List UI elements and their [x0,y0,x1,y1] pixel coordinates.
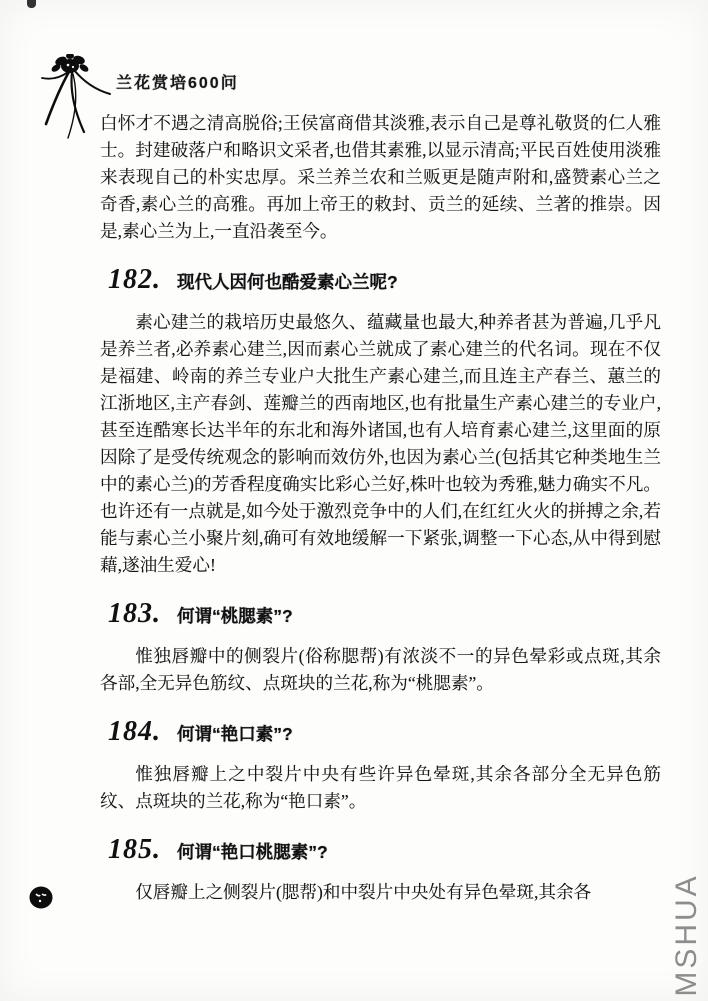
question-title: 何谓“艳口素”? [177,724,293,744]
qa-section-185 [100,834,661,906]
question-number: 183. [108,598,161,629]
question-heading-185 [108,834,661,866]
qa-section-184 [100,716,661,815]
watermark-text: MSHUA [670,873,703,997]
question-title: 何谓“桃腮素”? [177,606,293,626]
question-number: 185. [108,834,161,865]
question-number: 184. [108,716,161,747]
answer-paragraph: 惟独唇瓣上之中裂片中央有些许异色晕斑,其余各部分全无异色筋纹、点斑块的兰花,称为“艳口素”。 [100,764,661,811]
qa-section-182 [100,264,661,579]
qa-section-183 [100,598,661,697]
scan-artifact [27,0,36,8]
question-title: 何谓“艳口桃腮素”? [177,842,328,862]
question-heading-183 [108,598,661,630]
answer-paragraph: 仅唇瓣上之侧裂片(腮帮)和中裂片中央处有异色晕斑,其余各 [135,882,592,902]
answer-paragraph: 惟独唇瓣中的侧裂片(俗称腮帮)有浓淡不一的异色晕彩或点斑,其余各部,全无异色筋纹、点斑块的兰花,称为“桃腮素”。 [100,646,661,693]
page-number-blob [28,885,54,910]
question-title: 现代人因何也酷爱素心兰呢? [177,272,398,292]
question-number: 182. [108,264,161,295]
question-heading-182 [108,264,661,296]
running-head-book-title: 兰花赏培600问 [116,75,239,92]
page-body [100,110,661,906]
paragraph-intro: 白怀才不遇之清高脱俗;王侯富商借其淡雅,表示自己是尊礼敬贤的仁人雅士。封建破落户和略识文采者,也借其素雅,以显示清高;平民百姓使用淡雅来表现自己的朴实忠厚。采兰养兰农和兰贩更是随声附和,盛赞素心兰之奇香,素心兰的高雅。再加上帝王的敕封、贡兰的延续、兰著的推崇。因是,素心兰为上,一直沿袭至今。 [100,113,661,241]
answer-paragraph: 素心建兰的栽培历史最悠久、蕴藏量也最大,种养者甚为普遍,几乎凡是养兰者,必养素心建兰,因而素心兰就成了素心建兰的代名词。现在不仅是福建、岭南的养兰专业户大批生产素心建兰,而且连主产春兰、蕙兰的江浙地区,主产春剑、莲瓣兰的西南地区,也有批量生产素心建兰的专业户,甚至连酷寒长达半年的东北和海外诸国,也有人培育素心建兰,这里面的原因除了是受传统观念的影响而效仿外,也因为素心兰(包括其它种类地生兰中的素心兰)的芳香程度确实比彩心兰好,株叶也较为秀雅,魅力确实不凡。也许还有一点就是,如今处于激烈竞争中的人们,在红红火火的拼搏之余,若能与素心兰小聚片刻,确可有效地缓解一下紧张,调整一下心态,从中得到慰藉,遂油生爱心! [100,312,661,575]
question-heading-184 [108,716,661,748]
